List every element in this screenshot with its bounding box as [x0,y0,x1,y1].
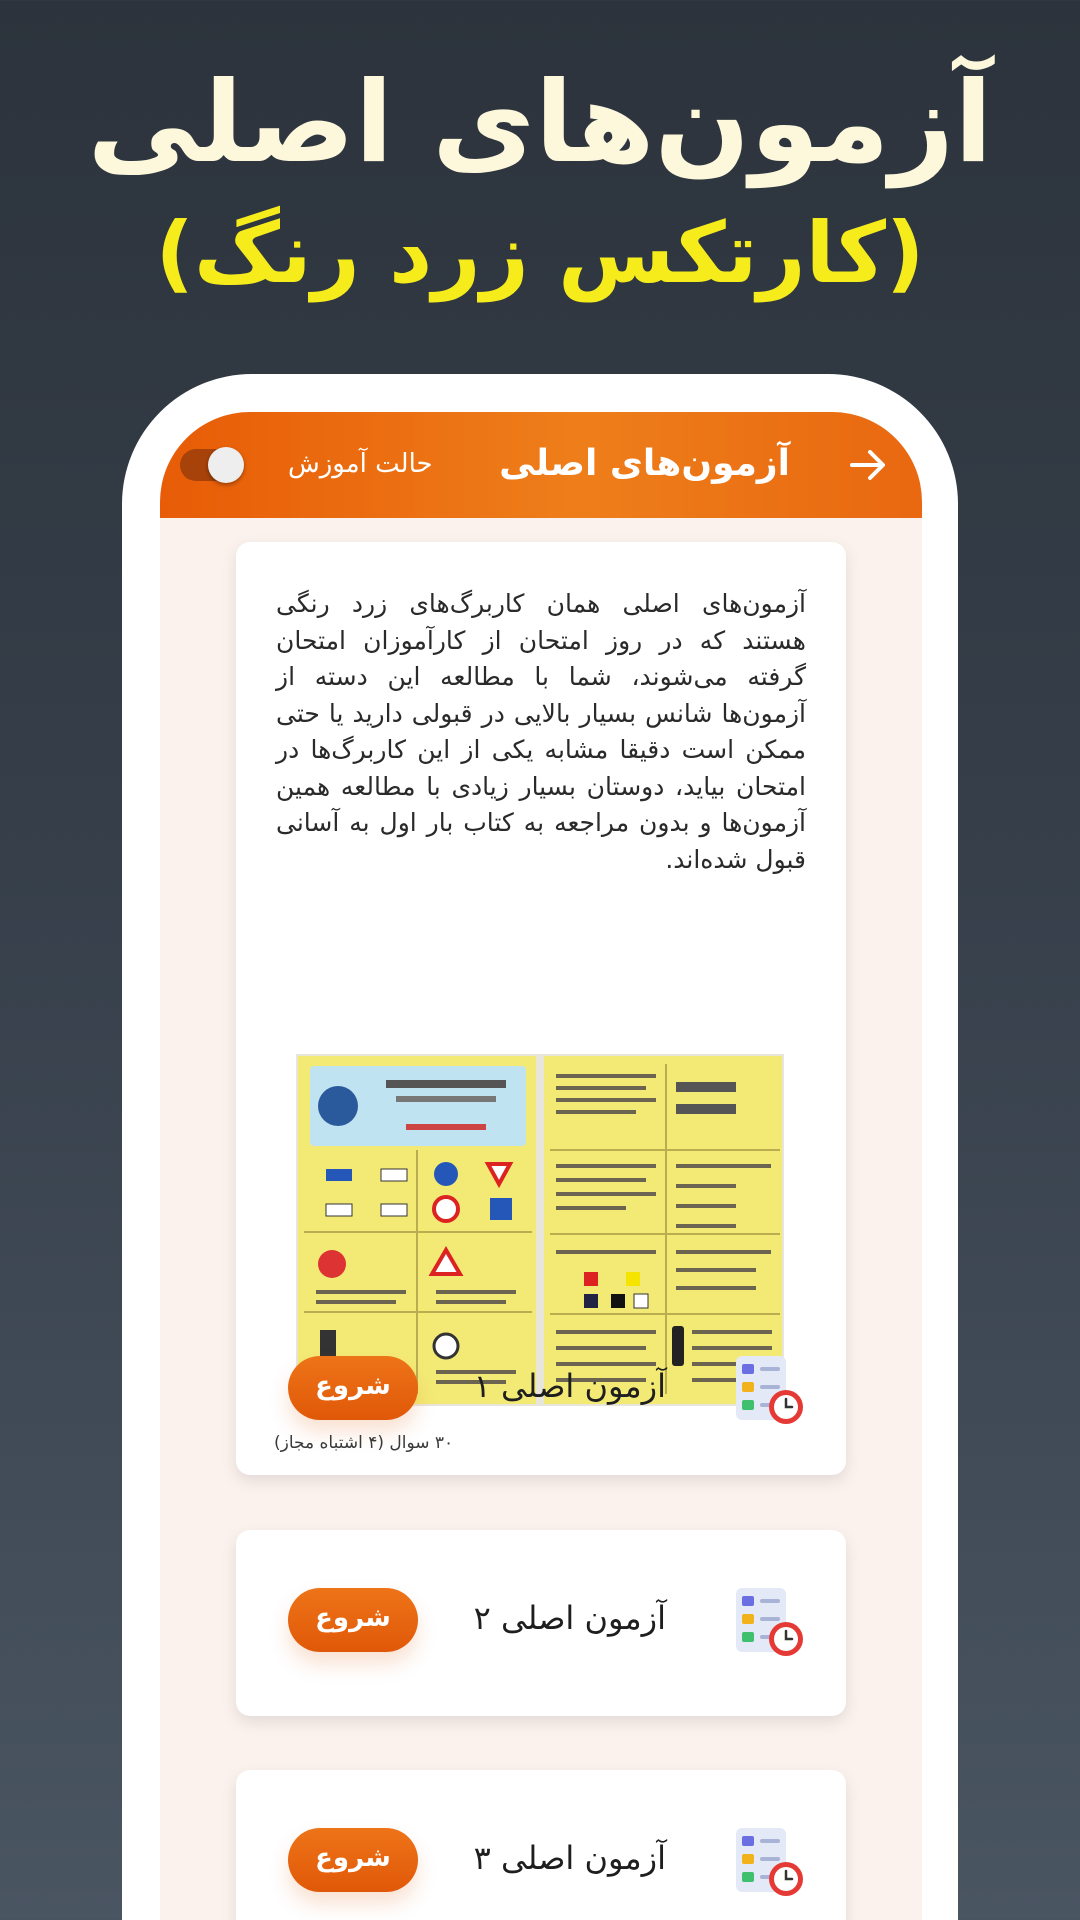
app-bar [160,412,922,518]
exam-row-3 [236,1802,846,1920]
training-mode-toggle[interactable] [180,449,242,481]
exam-card-2 [236,1530,846,1716]
exam-card-3 [236,1770,846,1920]
exam-title: آزمون اصلی ۲ [473,1599,666,1637]
intro-card [236,542,846,1475]
arrow-right-icon[interactable] [844,441,892,489]
checklist-clock-icon [734,1584,806,1660]
exam-row-2 [236,1562,846,1682]
app-screen [160,412,922,1920]
promo-subtitle: (کارتکس زرد رنگ) [155,204,925,302]
exam-title: آزمون اصلی ۳ [473,1839,666,1877]
training-mode-label: حالت آموزش [288,449,433,479]
exam-question-count: ۳۰ سوال (۴ اشتباه مجاز) [274,1433,454,1453]
start-button[interactable]: شروع [288,1356,418,1420]
exam-row-1 [236,1330,846,1453]
intro-description: آزمون‌های اصلی همان کاربرگ‌های زرد رنگی هستند که در روز امتحان از کارآموزان امتحان گرفته می‌شوند، شما با مطالعه این دسته از آزمون‌ها شانس بسیار بالایی در قبولی دارید یا حتی ممکن است دقیقا مشابه یکی از این کاربرگ‌ها در امتحان بیاید، دوستان بسیار زیادی با مطالعه همین آزمون‌ها و بدون مراجعه به کتاب بار اول به آسانی قبول شده‌اند. [276,589,806,874]
toggle-knob [208,447,244,483]
exam-title: آزمون اصلی ۱ [473,1367,666,1405]
page-title: آزمون‌های اصلی [499,443,790,484]
start-button[interactable]: شروع [288,1828,418,1892]
start-button[interactable]: شروع [288,1588,418,1652]
promo-title: آزمون‌های اصلی [87,58,993,188]
checklist-clock-icon [734,1824,806,1900]
checklist-clock-icon [734,1352,806,1428]
